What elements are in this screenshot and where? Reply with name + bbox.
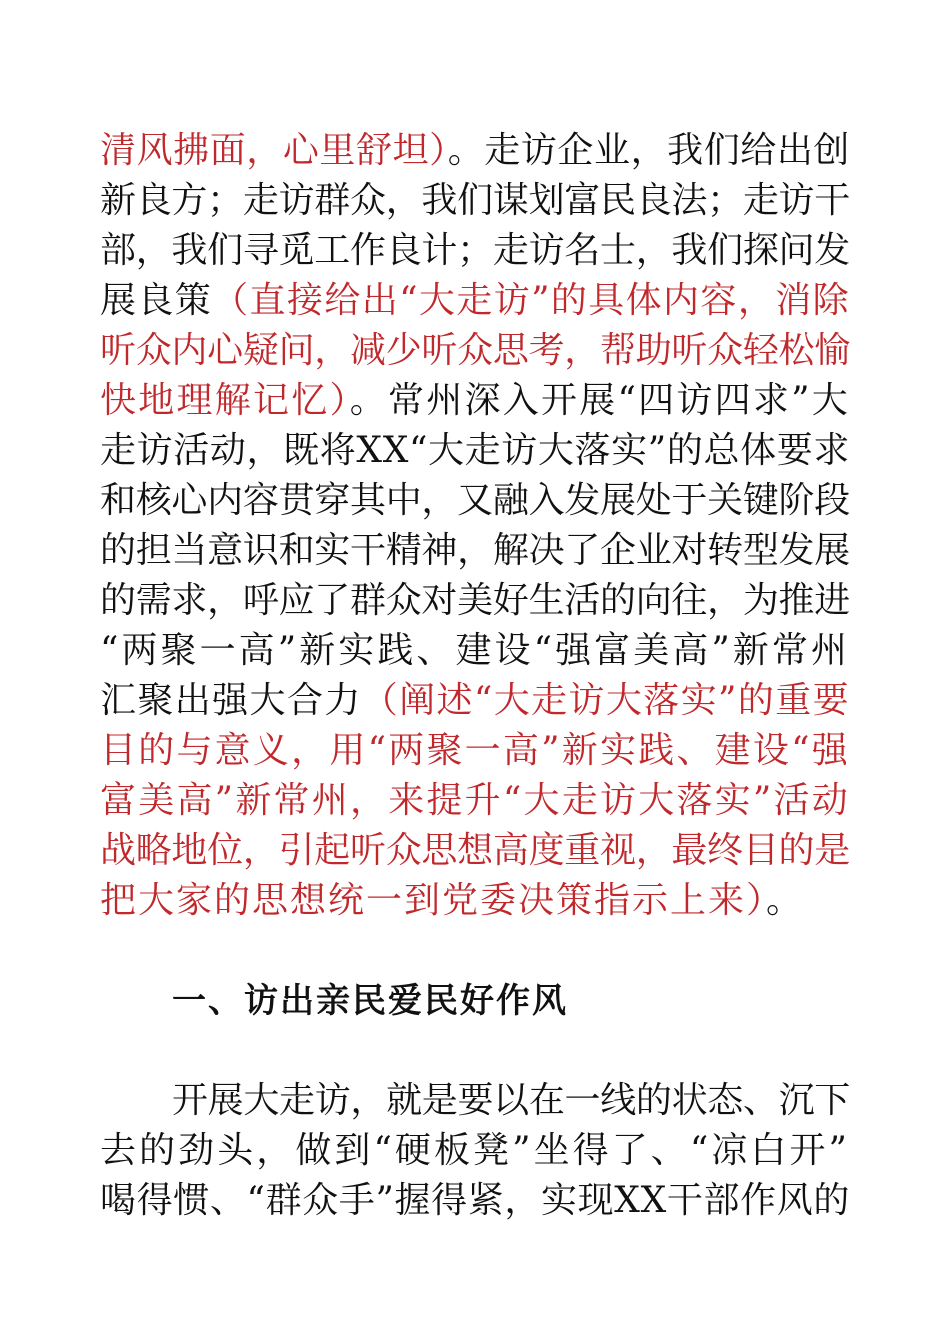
body-text: 新良方；走访群众，我们谋划富民良法；走访干 — [100, 180, 850, 221]
text-line — [100, 326, 850, 376]
text-line — [100, 626, 850, 676]
annotation-text: 清风拂面，心里舒坦） — [100, 130, 448, 171]
text-line — [100, 876, 850, 926]
text-line — [100, 126, 850, 176]
body-text: 部，我们寻觅工作良计；走访名士，我们探问发 — [100, 230, 850, 271]
text-line — [100, 226, 850, 276]
text-line — [100, 376, 850, 426]
annotation-text: 快地理解记忆） — [100, 380, 350, 421]
text-line: 开展大走访，就是要以在一线的状态、沉下 — [172, 1080, 850, 1121]
paragraph-1 — [100, 126, 850, 926]
body-text: “两聚一高”新实践、建设“强富美高”新常州 — [100, 630, 850, 671]
body-text: 展良策 — [100, 280, 213, 321]
text-line: 喝得惯、“群众手”握得紧，实现XX干部作风的 — [100, 1180, 850, 1221]
section-heading: 一、访出亲民爱民好作风 — [172, 981, 568, 1021]
body-text: 的需求，呼应了群众对美好生活的向往，为推进 — [100, 580, 850, 621]
text-line — [100, 726, 850, 776]
annotation-text: 战略地位，引起听众思想高度重视，最终目的是 — [100, 830, 850, 871]
text-line — [100, 776, 850, 826]
text-line — [100, 176, 850, 226]
text-line — [100, 526, 850, 576]
text-line — [100, 826, 850, 876]
text-line — [100, 676, 850, 726]
body-text: 。 — [766, 880, 805, 921]
text-line — [100, 576, 850, 626]
paragraph-2 — [100, 1076, 850, 1226]
text-line — [100, 276, 850, 326]
body-text: 的担当意识和实干精神，解决了企业对转型发展 — [100, 530, 850, 571]
annotation-text: 把大家的思想统一到党委决策指示上来） — [100, 880, 767, 921]
body-text: 。走访企业，我们给出创 — [447, 130, 850, 171]
annotation-text: 富美高”新常州，来提升“大走访大落实”活动 — [100, 780, 850, 821]
text-line — [100, 426, 850, 476]
body-text: 汇聚出强大合力 — [100, 680, 362, 721]
text-line: 去的劲头，做到“硬板凳”坐得了、“凉白开” — [100, 1130, 850, 1171]
body-text: 和核心内容贯穿其中，又融入发展处于关键阶段 — [100, 480, 850, 521]
text-line — [100, 476, 850, 526]
body-text: 。常州深入开展“四访四求”大 — [349, 380, 850, 421]
annotation-text: 听众内心疑问，减少听众思考，帮助听众轻松愉 — [100, 330, 850, 371]
annotation-text: （直接给出“大走访”的具体内容，消除 — [212, 280, 850, 321]
annotation-text: 目的与意义，用“两聚一高”新实践、建设“强 — [100, 730, 850, 771]
body-text: 走访活动，既将XX“大走访大落实”的总体要求 — [100, 430, 850, 471]
annotation-text: （阐述“大走访大落实”的重要 — [361, 680, 850, 721]
